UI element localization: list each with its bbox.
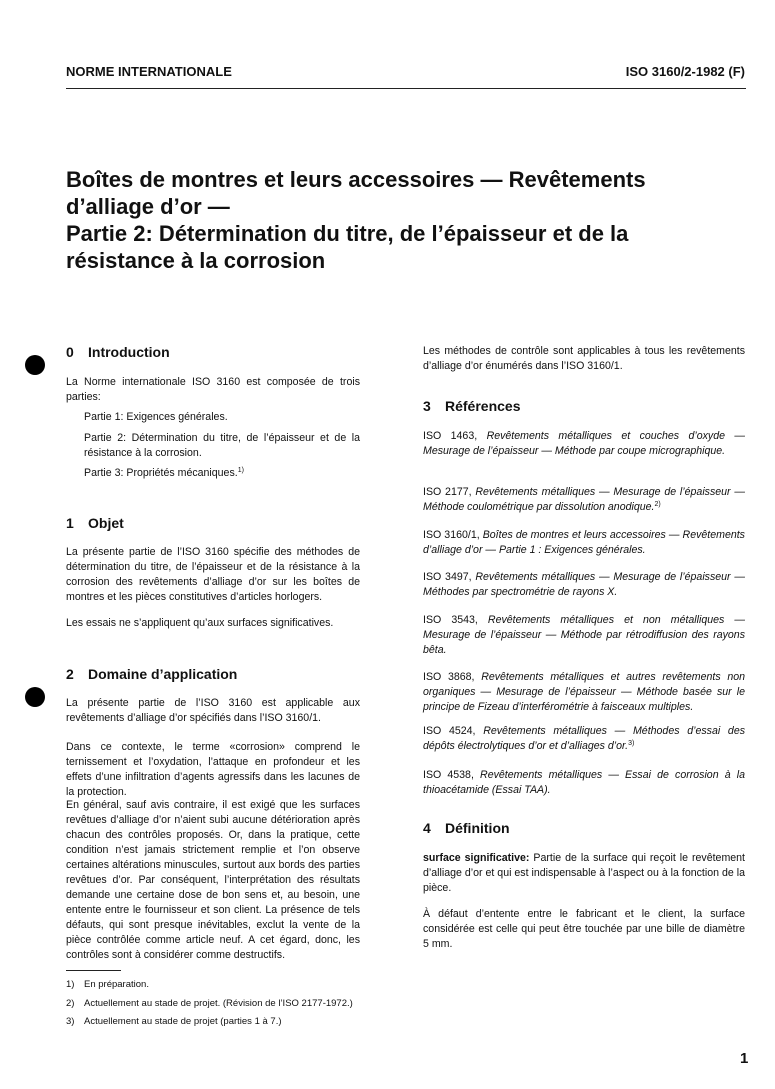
header-left: NORME INTERNATIONALE — [66, 64, 232, 79]
reference-item: ISO 3543, Revêtements métalliques et non métalliques — Mesurage de l’épaisseur — Méthode par rétrodiffusion des rayons bêta. — [423, 614, 745, 656]
section-heading-definition: 4 Définition — [423, 820, 510, 836]
definition-paragraph-2: À défaut d’entente entre le fabricant et le client, la surface considérée est celle qui peut être touchée par une bille de diamètre 5 mm. — [423, 908, 745, 950]
footnote: 2) Actuellement au stade de projet. (Révision de l’ISO 2177-1972.) — [66, 998, 353, 1009]
section-heading-introduction: 0 Introduction — [66, 344, 170, 360]
reference-item: ISO 3497, Revêtements métalliques — Mesurage de l’épaisseur — Méthodes par spectrométrie de rayons X. — [423, 571, 745, 598]
header-rule — [66, 88, 746, 89]
punch-hole — [25, 355, 45, 375]
domaine-paragraph-4: Les méthodes de contrôle sont applicables à tous les revêtements d’alliage d’or énumérés dans l’ISO 3160/1. — [423, 345, 745, 372]
title-line: Boîtes de montres et leurs accessoires — Revêtements — [66, 167, 646, 192]
section-heading-objet: 1 Objet — [66, 515, 124, 531]
intro-part-1: Partie 1: Exigences générales. — [84, 411, 228, 423]
domaine-paragraph-2: Dans ce contexte, le terme «corrosion» comprend le ternissement et l’oxydation, l’attaque en profondeur et les effets d’une infiltration d’agents agressifs dans les lacunes de la protection. — [66, 741, 360, 798]
domaine-paragraph-3: En général, sauf avis contraire, il est exigé que les surfaces revêtues d’alliage d’or n’aient subi aucune détérioration après chacun des contrôles proposés. Or, dans la pratique, cette condition n’est jamais strictement remplie et l’on observe certaines altérations minuscules, surtout aux bords des parties revêtues d’or. Par conséquent, l’interprétation des résultats demande une certaine dose de bon sens et, au besoin, une entente entre le fournisseur et son client. La présence de tels défauts, qui sont presque inévitables, exclut la vente de la pièce contrôlée comme article neuf. A cet égard, donc, les contrôles sont à considérer comme destructifs. — [66, 799, 360, 961]
title-line: d’alliage d’or — — [66, 194, 230, 219]
document-title — [66, 166, 746, 274]
reference-item: ISO 1463, Revêtements métalliques et couches d’oxyde — Mesurage de l’épaisseur — Méthode par coupe micrographique. — [423, 430, 745, 457]
page-number: 1 — [740, 1050, 749, 1067]
title-line: Partie 2: Détermination du titre, de l’épaisseur et de la — [66, 221, 629, 246]
reference-item: ISO 3868, Revêtements métalliques et autres revêtements non organiques — Mesurage de l’épaisseur — Méthode basée sur le principe de Fizeau d’interférométrie à faisceaux multiples. — [423, 671, 746, 713]
section-heading-references: 3 Références — [423, 398, 521, 414]
reference-item: ISO 4524, Revêtements métalliques — Méthodes d’essai des dépôts électrolytiques d’or et d’alliages d’or.$^{3)}$ — [423, 725, 746, 752]
reference-item: ISO 3160/1, Boîtes de montres et leurs accessoires — Revêtements d’alliage d’or — Partie 1 : Exigences générales. — [423, 529, 745, 556]
domaine-paragraph-1: La présente partie de l’ISO 3160 est applicable aux revêtements d’alliage d’or spécifiés dans l’ISO 3160/1. — [66, 697, 360, 724]
reference-item: ISO 2177, Revêtements métalliques — Mesurage de l’épaisseur — Méthode coulométrique par dissolution anodique.$^{2)}$ — [423, 486, 745, 513]
intro-paragraph: La Norme internationale ISO 3160 est composée de trois parties: — [66, 376, 360, 403]
definition-paragraph: surface significative: Partie de la surface qui reçoit le revêtement d’alliage d’or et qui est indispensable à l’aspect ou à la fonction de la pièce. — [423, 852, 746, 894]
intro-part-2: Partie 2: Détermination du titre, de l’épaisseur et de la résistance à la corrosion. — [84, 432, 360, 459]
footnote: 1) En préparation. — [66, 979, 149, 990]
header-right: ISO 3160/2-1982 (F) — [625, 64, 745, 79]
objet-paragraph: La présente partie de l’ISO 3160 spécifie des méthodes de détermination du titre, de l’épaisseur et de la résistance à la corrosion des revêtements d’alliage d’or sur les boîtes de montres et les pièces constitutives d’articles horlogers. — [66, 546, 360, 603]
footnote-ref: 1) — [237, 467, 244, 474]
section-heading-domaine: 2 Domaine d’application — [66, 666, 238, 682]
objet-paragraph-2: Les essais ne s’appliquent qu’aux surfaces significatives. — [66, 617, 334, 629]
footnote-rule — [66, 970, 121, 971]
title-line: résistance à la corrosion — [66, 248, 326, 273]
intro-part-3: Partie 3: Propriétés mécaniques.$^{1)}$ — [84, 467, 244, 479]
footnote: 3) Actuellement au stade de projet (parties 1 à 7.) — [66, 1016, 282, 1027]
reference-item: ISO 4538, Revêtements métalliques — Essai de corrosion à la thioacétamide (Essai TAA). — [423, 769, 745, 796]
punch-hole — [25, 687, 45, 707]
